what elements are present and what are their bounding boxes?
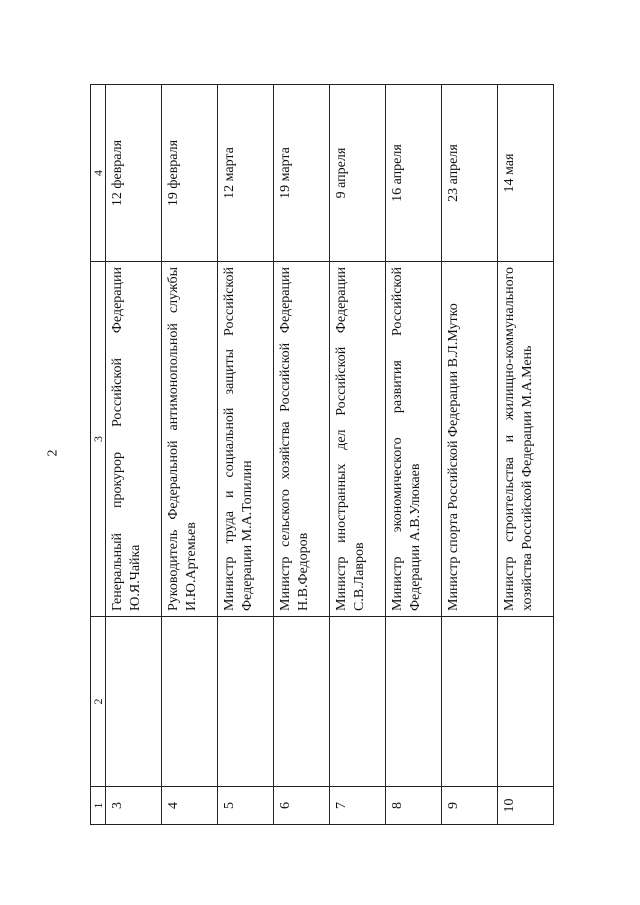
header-row	[91, 85, 106, 825]
row-number: 5	[218, 787, 274, 825]
row-col2	[274, 617, 330, 787]
official-name: Министр строительства и жилищно-коммунального хозяйства Российской Федерации М.А.Мень	[498, 262, 554, 617]
row-col2	[330, 617, 386, 787]
column-header-3: 3	[91, 262, 106, 617]
official-name: Министр сельского хозяйства Российской Федерации Н.В.Федоров	[274, 262, 330, 617]
row-number: 3	[106, 787, 162, 825]
column-header-2: 2	[91, 617, 106, 787]
meeting-date: 14 мая	[498, 85, 554, 262]
meeting-date: 12 марта	[218, 85, 274, 262]
meeting-date: 19 марта	[274, 85, 330, 262]
row-col2	[442, 617, 498, 787]
table-row	[218, 85, 274, 825]
row-number: 6	[274, 787, 330, 825]
official-name: Министр иностранных дел Российской Федерации С.В.Лавров	[330, 262, 386, 617]
schedule-table	[90, 84, 554, 825]
column-header-4: 4	[91, 85, 106, 262]
meeting-date: 23 апреля	[442, 85, 498, 262]
meeting-date: 19 февраля	[162, 85, 218, 262]
schedule-table-wrapper	[90, 85, 535, 825]
table-row	[386, 85, 442, 825]
meeting-date: 9 апреля	[330, 85, 386, 262]
row-col2	[162, 617, 218, 787]
table-row	[498, 85, 554, 825]
page-number: 2	[45, 449, 61, 457]
official-name: Министр труда и социальной защиты Российской Федерации М.А.Топилин	[218, 262, 274, 617]
table-row	[330, 85, 386, 825]
official-name: Министр спорта Российской Федерации В.Л.Мутко	[442, 262, 498, 617]
table-row	[106, 85, 162, 825]
official-name: Министр экономического развития Российской Федерации А.В.Улюкаев	[386, 262, 442, 617]
table-row	[442, 85, 498, 825]
table-row	[274, 85, 330, 825]
row-number: 8	[386, 787, 442, 825]
row-number: 10	[498, 787, 554, 825]
column-header-1: 1	[91, 787, 106, 825]
table-row	[162, 85, 218, 825]
official-name: Генеральный прокурор Российской Федерации Ю.Я.Чайка	[106, 262, 162, 617]
row-number: 7	[330, 787, 386, 825]
row-col2	[498, 617, 554, 787]
meeting-date: 16 апреля	[386, 85, 442, 262]
row-number: 9	[442, 787, 498, 825]
row-number: 4	[162, 787, 218, 825]
row-col2	[218, 617, 274, 787]
row-col2	[386, 617, 442, 787]
official-name: Руководитель Федеральной антимонопольной службы И.Ю.Артемьев	[162, 262, 218, 617]
row-col2	[106, 617, 162, 787]
meeting-date: 12 февраля	[106, 85, 162, 262]
